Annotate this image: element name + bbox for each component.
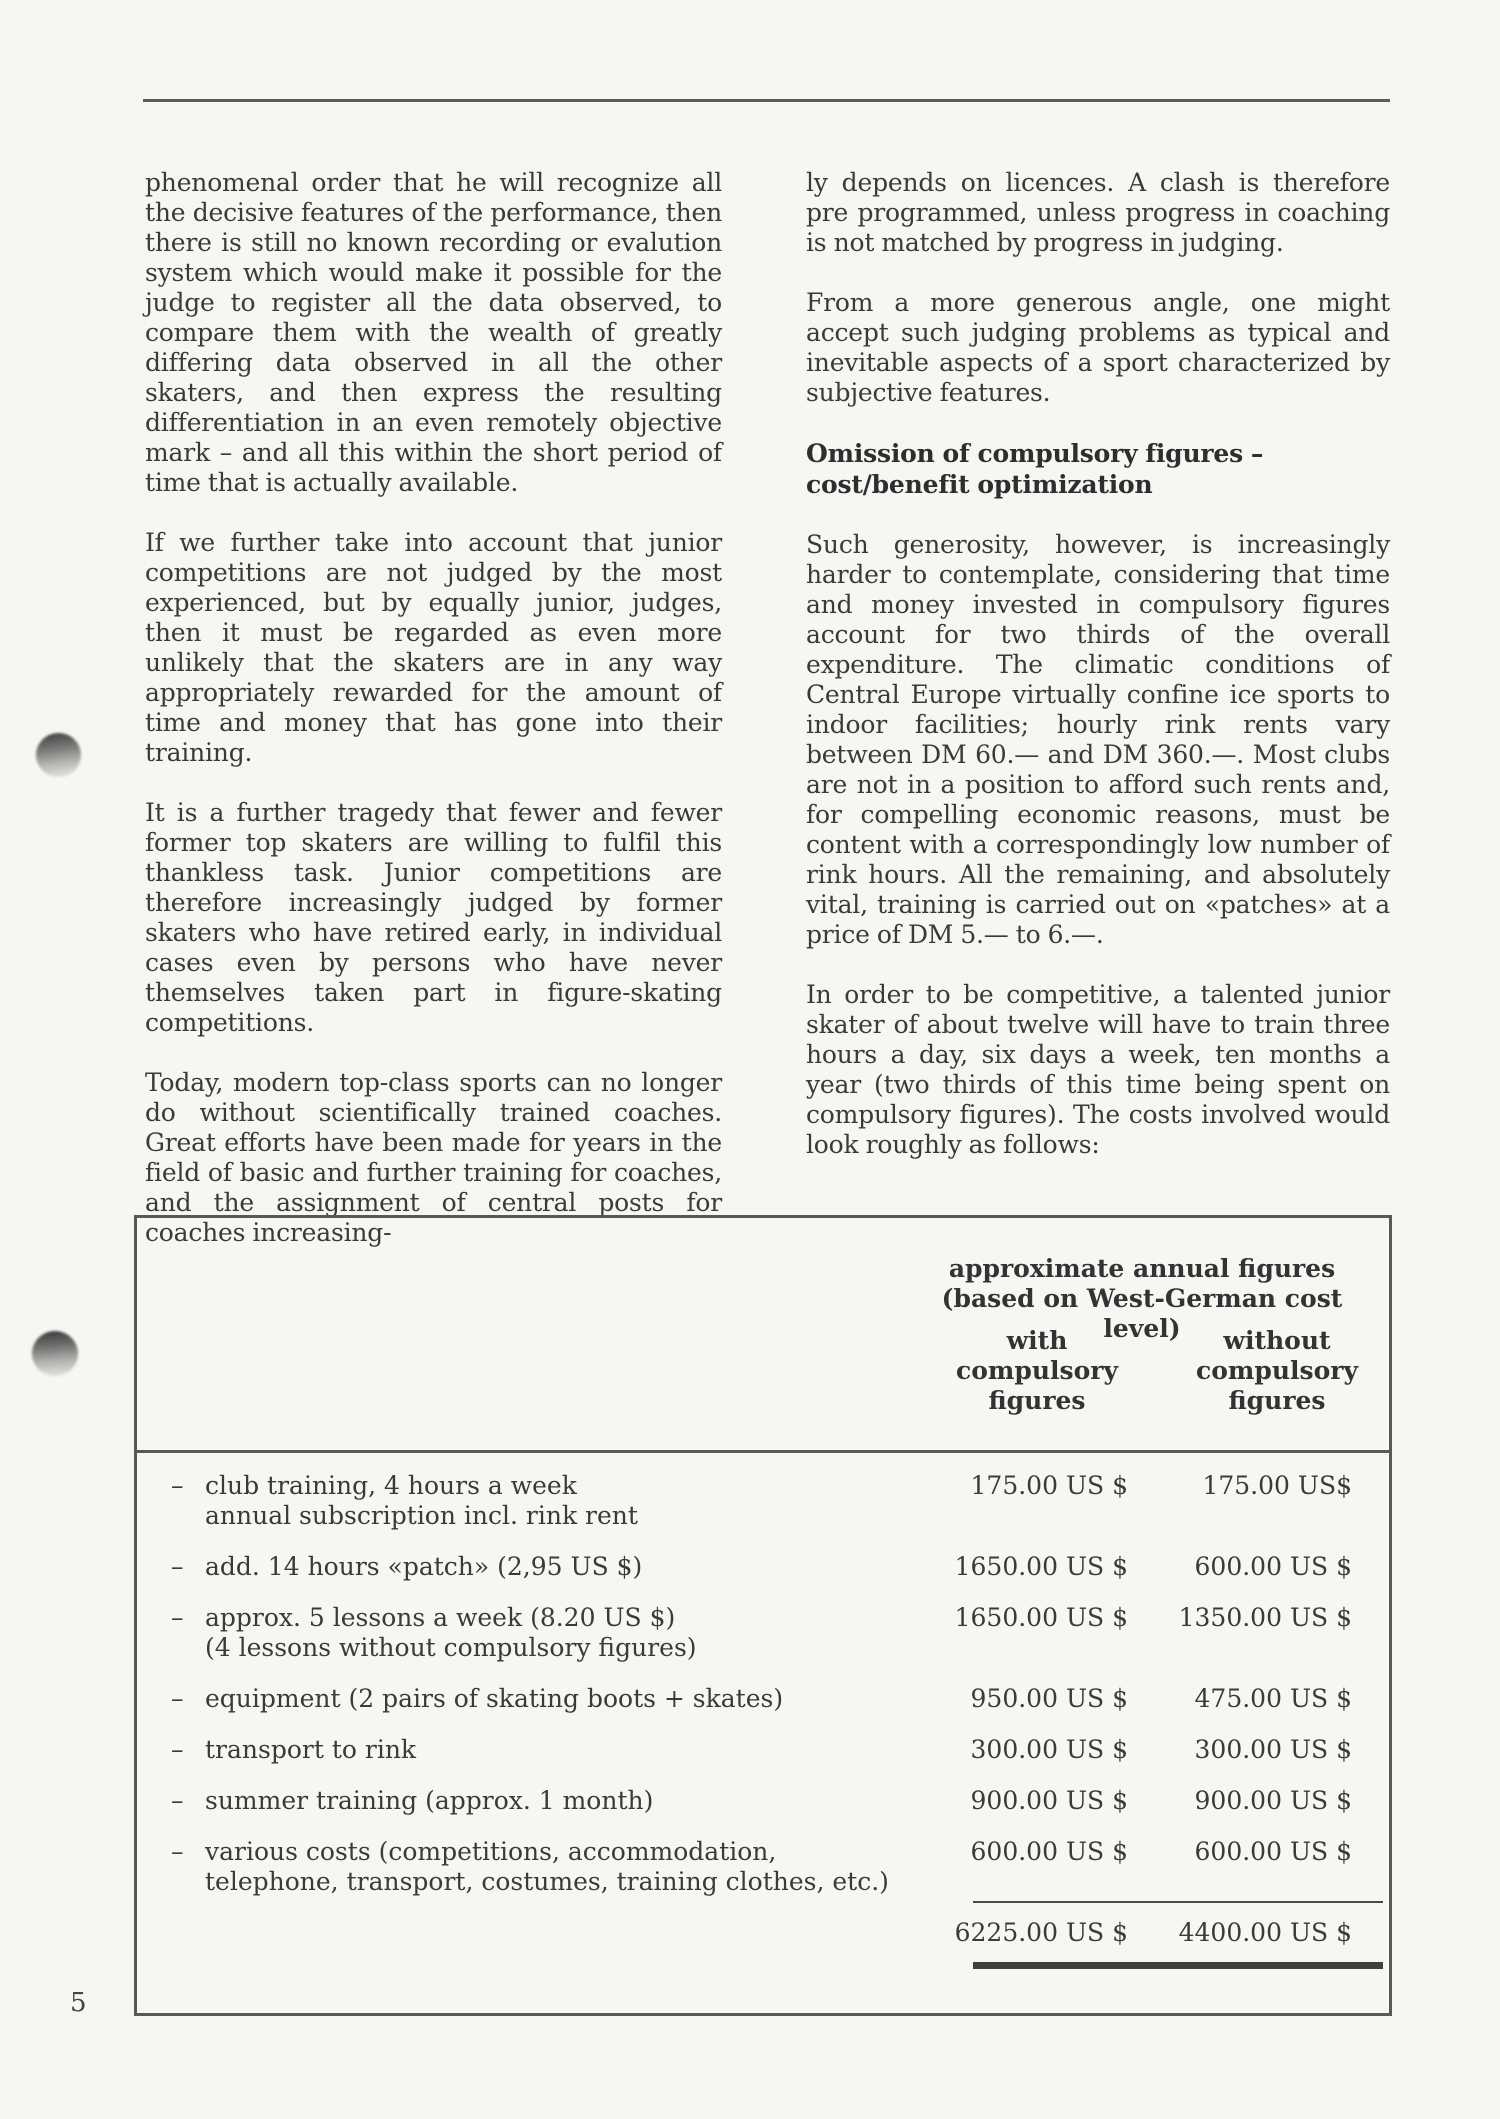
table-row (137, 1735, 1389, 1765)
column-header-with-figures: with compulsory figures (956, 1326, 1118, 1415)
column-header-without-figures: without compulsory figures (1196, 1326, 1358, 1415)
row-label: club training, 4 hours a week annual subscription incl. rink rent (205, 1471, 638, 1530)
table-row (137, 1552, 1389, 1582)
row-label: add. 14 hours «patch» (2,95 US $) (205, 1552, 643, 1581)
cost-value-without: 900.00 US $ (1194, 1786, 1352, 1815)
paragraph: It is a further tragedy that fewer and fewer former top skaters are willing to fulfil this thankless task. Junior competitions are therefore increasingly judged by former skaters who have retired early, in individual cases even by persons who have never themselves taken part in figure-skating competitions. (145, 798, 722, 1037)
dash-bullet: – (171, 1684, 184, 1713)
right-column (806, 168, 1390, 1248)
cost-value-with: 600.00 US $ (970, 1837, 1128, 1866)
row-label: various costs (competitions, accommodation, telephone, transport, costumes, training clothes, etc.) (205, 1837, 889, 1896)
total-with: 6225.00 US $ (954, 1918, 1128, 1947)
dash-bullet: – (171, 1471, 184, 1500)
paragraph: phenomenal order that he will recognize all the decisive features of the performance, then there is still no known recording or evalution system which would make it possible for the judge to register all the data observed, to compare them with the wealth of greatly differing data observed in all the other skaters, and then express the resulting differentiation in an even remotely objective mark – and all this within the short period of time that is actually available. (145, 168, 722, 497)
row-label: summer training (approx. 1 month) (205, 1786, 654, 1815)
annual-cost-table (134, 1215, 1392, 2016)
cost-value-without: 475.00 US $ (1194, 1684, 1352, 1713)
cost-value-with: 1650.00 US $ (954, 1603, 1128, 1632)
section-heading: Omission of compulsory figures – cost/benefit optimization (806, 439, 1264, 499)
cost-value-without: 600.00 US $ (1194, 1837, 1352, 1866)
table-row (137, 1837, 1389, 1897)
punch-hole-top (36, 733, 81, 777)
top-horizontal-rule (143, 99, 1390, 102)
dash-bullet: – (171, 1735, 184, 1764)
table-row (137, 1471, 1389, 1531)
paragraph: Such generosity, however, is increasingly harder to contemplate, considering that time and money invested in compulsory figures account for two thirds of the overall expenditure. The climatic conditions of Central Europe virtually confine ice sports to indoor facilities; hourly rink rents vary between DM 60.— and DM 360.—. Most clubs are not in a position to afford such rents and, for compelling economic reasons, must be content with a correspondingly low number of rink hours. All the remaining, and absolutely vital, training is carried out on «patches» at a price of DM 5.— to 6.—. (806, 530, 1390, 949)
dash-bullet: – (171, 1552, 184, 1581)
table-row (137, 1684, 1389, 1714)
cost-value-with: 900.00 US $ (970, 1786, 1128, 1815)
paragraph: If we further take into account that junior competitions are not judged by the most experienced, but by equally junior, judges, then it must be regarded as even more unlikely that the skaters are in any way appropriately rewarded for the amount of time and money that has gone into their training. (145, 528, 722, 767)
total-without: 4400.00 US $ (1178, 1918, 1352, 1947)
paragraph: ly depends on licences. A clash is therefore pre programmed, unless progress in coaching is not matched by progress in judging. (806, 168, 1390, 257)
table-header-separator (137, 1450, 1389, 1453)
row-label: transport to rink (205, 1735, 417, 1764)
totals-row (137, 1918, 1389, 1948)
table-title-line1: approximate annual figures (948, 1254, 1336, 1283)
paragraph: From a more generous angle, one might accept such judging problems as typical and inevitable aspects of a sport characterized by subjective features. (806, 288, 1390, 407)
punch-hole-bottom (32, 1331, 78, 1376)
cost-value-without: 1350.00 US $ (1178, 1603, 1352, 1632)
cost-value-with: 1650.00 US $ (954, 1552, 1128, 1581)
dash-bullet: – (171, 1786, 184, 1815)
table-row (137, 1786, 1389, 1816)
table-title-line2: (based on West-German cost level) (941, 1284, 1343, 1343)
cost-value-with: 300.00 US $ (970, 1735, 1128, 1764)
paragraph: Today, modern top-class sports can no longer do without scientifically trained coaches. Great efforts have been made for years in the field of basic and further training for coaches, and the assignment of central posts for coaches increasing- (145, 1068, 722, 1247)
paragraph: In order to be competitive, a talented junior skater of about twelve will have to train three hours a day, six days a week, ten months a year (two thirds of this time being spent on compulsory figures). The costs involved would look roughly as follows: (806, 980, 1390, 1159)
cost-value-without: 300.00 US $ (1194, 1735, 1352, 1764)
page-number: 5 (70, 1988, 87, 2018)
cost-value-with: 950.00 US $ (970, 1684, 1128, 1713)
totals-rule-bottom (973, 1962, 1383, 1969)
row-label: approx. 5 lessons a week (8.20 US $) (4 lessons without compulsory figures) (205, 1603, 697, 1662)
two-column-body (145, 168, 1390, 1248)
dash-bullet: – (171, 1603, 184, 1632)
left-column (145, 168, 722, 1248)
row-label: equipment (2 pairs of skating boots + skates) (205, 1684, 784, 1713)
cost-value-with: 175.00 US $ (970, 1471, 1128, 1500)
totals-rule-top (973, 1901, 1383, 1903)
cost-value-without: 175.00 US$ (1202, 1471, 1352, 1500)
cost-value-without: 600.00 US $ (1194, 1552, 1352, 1581)
table-rows (137, 1471, 1389, 1918)
dash-bullet: – (171, 1837, 184, 1866)
table-row (137, 1603, 1389, 1663)
